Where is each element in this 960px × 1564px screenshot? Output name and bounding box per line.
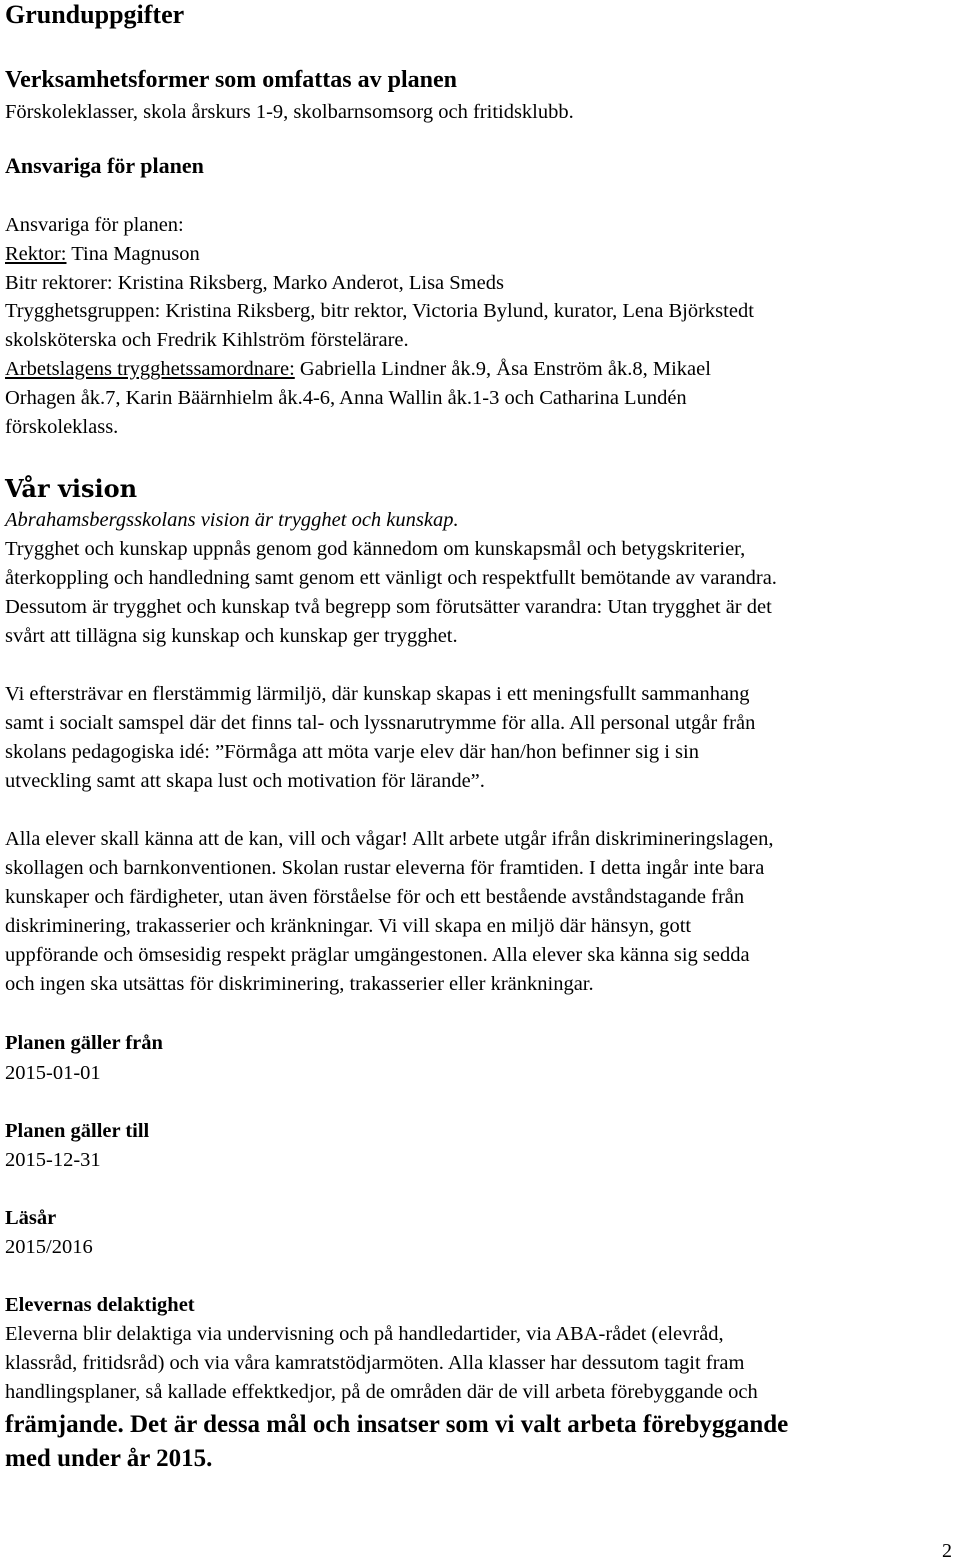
coordinators-line-1 bbox=[5, 357, 711, 381]
school-year-value: 2015/2016 bbox=[5, 1236, 93, 1258]
participation-line: handlingsplaner, så kallade effektkedjor, på de områden där de vill arbeta förebyggande och bbox=[5, 1381, 758, 1403]
safety-group-members: Kristina Riksberg, bitr rektor, Victoria Bylund, kurator, Lena Björkstedt bbox=[160, 300, 754, 322]
principal-line bbox=[5, 242, 200, 266]
scope-heading: Verksamhetsformer som omfattas av planen bbox=[5, 67, 457, 93]
coordinators-names: Gabriella Lindner åk.9, Åsa Enström åk.8, Mikael bbox=[294, 358, 711, 380]
page-title: Grunduppgifter bbox=[5, 0, 185, 29]
vision-p1-line: återkoppling och handledning samt genom ett vänligt och respektfullt bemötande av varandra. bbox=[5, 567, 777, 589]
safety-group-line-2: skolsköterska och Fredrik Kihlström förstelärare. bbox=[5, 329, 409, 351]
vision-p1-line: svårt att tillägna sig kunskap och kunskap ger trygghet. bbox=[5, 625, 458, 647]
coordinators-line-2: Orhagen åk.7, Karin Bäärnhielm åk.4-6, Anna Wallin åk.1-3 och Catharina Lundén bbox=[5, 387, 687, 409]
vision-p1-line: Trygghet och kunskap uppnås genom god kännedom om kunskapsmål och betygskriterier, bbox=[5, 538, 746, 560]
participation-line: Eleverna blir delaktiga via undervisning och på handledartider, via ABA-rådet (elevråd, bbox=[5, 1323, 724, 1345]
participation-heading: Elevernas delaktighet bbox=[5, 1294, 195, 1316]
vision-p1-line: Dessutom är trygghet och kunskap två begrepp som förutsätter varandra: Utan trygghet är det bbox=[5, 596, 772, 618]
valid-to-heading: Planen gäller till bbox=[5, 1120, 150, 1142]
vision-tagline: Abrahamsbergsskolans vision är trygghet och kunskap. bbox=[5, 509, 459, 531]
safety-group-label: Trygghetsgruppen: bbox=[5, 300, 161, 322]
participation-emphasis-line: främjande. Det är dessa mål och insatser som vi valt arbeta förebyggande bbox=[5, 1411, 789, 1438]
vision-p3-line: uppförande och ömsesidig respekt präglar umgängestonen. Alla elever ska känna sig sedda bbox=[5, 944, 750, 966]
vision-p2-line: skolans pedagogiska idé: ”Förmåga att möta varje elev där han/hon befinner sig i sin bbox=[5, 741, 699, 763]
responsible-intro: Ansvariga för planen: bbox=[5, 214, 184, 236]
responsible-heading: Ansvariga för planen bbox=[5, 153, 204, 178]
vision-p3-line: Alla elever skall känna att de kan, vill och vågar! Allt arbete utgår ifrån diskrimineringslagen, bbox=[5, 828, 774, 850]
vision-p3-line: diskriminering, trakasserier och kränkningar. Vi vill skapa en miljö där hänsyn, gott bbox=[5, 915, 692, 937]
coordinators-line-3: förskoleklass. bbox=[5, 416, 119, 438]
valid-from-heading: Planen gäller från bbox=[5, 1032, 163, 1054]
coordinators-label: Arbetslagens trygghetssamordnare: bbox=[5, 358, 295, 380]
vision-p2-line: utveckling samt att skapa lust och motivation för lärande”. bbox=[5, 770, 485, 792]
valid-to-date: 2015-12-31 bbox=[5, 1149, 101, 1171]
vision-p2-line: samt i socialt samspel där det finns tal- och lyssnarutrymme för alla. All personal utgår från bbox=[5, 712, 756, 734]
scope-text: Förskoleklasser, skola årskurs 1-9, skolbarnsomsorg och fritidsklubb. bbox=[5, 101, 574, 123]
safety-group-line-1 bbox=[5, 299, 754, 323]
vision-p2-line: Vi eftersträvar en flerstämmig lärmiljö, där kunskap skapas i ett meningsfullt sammanhang bbox=[5, 683, 750, 705]
deputies-line: Bitr rektorer: Kristina Riksberg, Marko Anderot, Lisa Smeds bbox=[5, 272, 504, 294]
page-number: 2 bbox=[942, 1540, 952, 1562]
principal-name: Tina Magnuson bbox=[66, 243, 200, 265]
vision-p3-line: kunskaper och färdigheter, utan även förståelse för och ett bestående avståndstagande från bbox=[5, 886, 745, 908]
school-year-heading: Läsår bbox=[5, 1207, 57, 1229]
valid-from-date: 2015-01-01 bbox=[5, 1062, 101, 1084]
vision-p3-line: skollagen och barnkonventionen. Skolan rustar eleverna för framtiden. I detta ingår inte bara bbox=[5, 857, 765, 879]
participation-line: klassråd, fritidsråd) och via våra kamratstödjarmöten. Alla klasser har dessutom tagit fram bbox=[5, 1352, 745, 1374]
vision-heading: Vår vision bbox=[5, 474, 138, 503]
participation-emphasis-line: med under år 2015. bbox=[5, 1445, 213, 1472]
vision-p3-line: och ingen ska utsättas för diskriminering, trakasserier eller kränkningar. bbox=[5, 973, 594, 995]
principal-label: Rektor: bbox=[5, 243, 67, 265]
